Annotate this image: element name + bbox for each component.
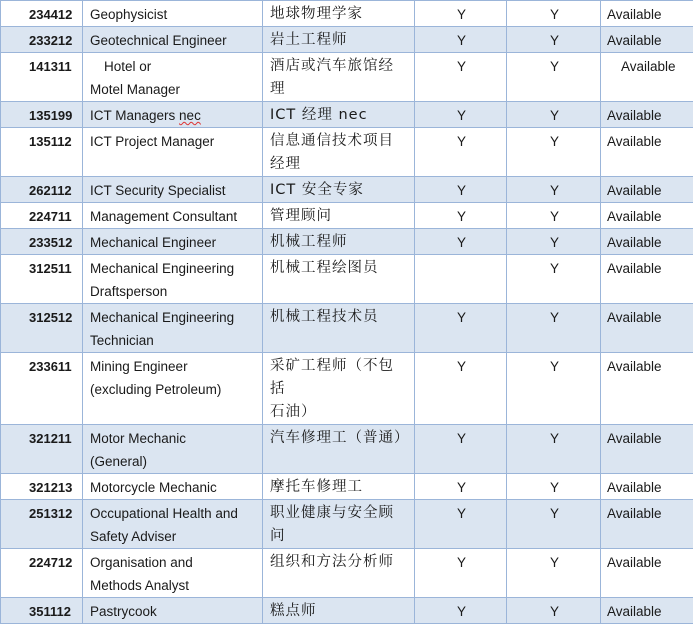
occupation-code-cell <box>1 598 83 624</box>
occupation-title-line1: Motor Mechanic <box>90 431 186 446</box>
occupation-title-cell <box>83 425 263 474</box>
occupation-code-cell <box>1 53 83 102</box>
flag-col4-cell <box>415 177 507 203</box>
occupation-code-cell <box>1 203 83 229</box>
chinese-title-cell <box>263 128 415 177</box>
status-cell <box>601 598 693 624</box>
occupation-title-line1: Mining Engineer <box>90 359 188 374</box>
chinese-title-cell <box>263 102 415 128</box>
flag-col5-cell <box>507 549 601 598</box>
chinese-title-cell <box>263 549 415 598</box>
status-cell <box>601 425 693 474</box>
occupation-code-cell <box>1 474 83 500</box>
chinese-title-line1: 管理顾问 <box>270 208 332 224</box>
occupation-title-line1: ICT Project Manager <box>90 134 214 149</box>
chinese-title-line1: ICT 经理 nec <box>270 107 368 123</box>
occupation-code: 351112 <box>29 604 71 619</box>
flag-col4: Y <box>457 431 466 446</box>
occupation-title-cell <box>83 177 263 203</box>
flag-col5: Y <box>550 310 559 325</box>
occupation-title-line1: Mechanical Engineering <box>90 261 234 276</box>
flag-col5: Y <box>550 431 559 446</box>
chinese-title-cell <box>263 1 415 27</box>
occupation-title-cell <box>83 255 263 304</box>
status-text: Available <box>607 480 662 495</box>
occupation-title-cell <box>83 229 263 255</box>
status-cell <box>601 549 693 598</box>
occupation-title-line2: (General) <box>90 454 147 469</box>
occupation-title-line1: Organisation and <box>90 555 193 570</box>
status-text: Available <box>607 134 662 149</box>
table-row <box>1 598 693 624</box>
occupation-title-line1: Motorcycle Mechanic <box>90 480 217 495</box>
occupation-table-body <box>1 1 693 624</box>
status-text: Available <box>607 310 662 325</box>
flag-col5-cell <box>507 598 601 624</box>
chinese-title-line1: 职业健康与安全顾 <box>270 505 394 521</box>
flag-col4: Y <box>457 604 466 619</box>
occupation-code-cell <box>1 27 83 53</box>
occupation-code-cell <box>1 1 83 27</box>
flag-col4-cell <box>415 474 507 500</box>
occupation-title-line1: Management Consultant <box>90 209 237 224</box>
flag-col5-cell <box>507 1 601 27</box>
occupation-title-cell <box>83 27 263 53</box>
occupation-title-text: ICT Managers <box>90 108 179 123</box>
occupation-title-line2: Motel Manager <box>90 82 180 97</box>
flag-col4: Y <box>457 310 466 325</box>
chinese-title-cell <box>263 304 415 353</box>
chinese-title-cell <box>263 53 415 102</box>
status-cell <box>601 304 693 353</box>
occupation-code: 224712 <box>29 555 72 570</box>
occupation-code: 262112 <box>29 183 72 198</box>
table-row <box>1 500 693 549</box>
table-row <box>1 53 693 102</box>
status-cell <box>601 128 693 177</box>
flag-col4-cell <box>415 425 507 474</box>
status-cell <box>601 353 693 425</box>
status-text: Available <box>607 108 662 123</box>
flag-col4-cell <box>415 102 507 128</box>
occupation-code: 224711 <box>29 209 72 224</box>
occupation-title-line1: Geophysicist <box>90 7 167 22</box>
status-text: Available <box>607 209 662 224</box>
occupation-code-cell <box>1 425 83 474</box>
flag-col5-cell <box>507 353 601 425</box>
flag-col5-cell <box>507 53 601 102</box>
occupation-code-cell <box>1 304 83 353</box>
flag-col5: Y <box>550 480 559 495</box>
status-cell <box>601 229 693 255</box>
flag-col5: Y <box>550 604 559 619</box>
occupation-code-cell <box>1 549 83 598</box>
chinese-title-line1: 地球物理学家 <box>270 6 363 22</box>
occupation-title-line2: Methods Analyst <box>90 578 189 593</box>
status-cell <box>601 474 693 500</box>
occupation-code: 251312 <box>29 506 72 521</box>
spellcheck-underline: nec <box>179 108 201 123</box>
table-row <box>1 304 693 353</box>
table-row <box>1 549 693 598</box>
chinese-title-line1: 岩土工程师 <box>270 32 348 48</box>
status-cell <box>601 27 693 53</box>
occupation-title-line2: Draftsperson <box>90 284 167 299</box>
flag-col4: Y <box>457 359 466 374</box>
chinese-title-cell <box>263 203 415 229</box>
occupation-title-line1: Mechanical Engineering <box>90 310 234 325</box>
status-cell <box>601 203 693 229</box>
flag-col4: Y <box>457 235 466 250</box>
flag-col5-cell <box>507 102 601 128</box>
chinese-title-line2: 经理 <box>270 156 301 172</box>
flag-col4: Y <box>457 183 466 198</box>
flag-col5: Y <box>550 134 559 149</box>
status-text: Available <box>607 33 662 48</box>
flag-col4: Y <box>457 33 466 48</box>
flag-col5-cell <box>507 229 601 255</box>
flag-col5: Y <box>550 235 559 250</box>
flag-col5: Y <box>550 506 559 521</box>
occupation-title-cell <box>83 53 263 102</box>
chinese-title-line1: 汽车修理工（普通） <box>270 430 410 446</box>
occupation-code-cell <box>1 353 83 425</box>
status-text: Available <box>607 506 662 521</box>
chinese-title-line1: 组织和方法分析师 <box>270 554 394 570</box>
flag-col5: Y <box>550 555 559 570</box>
occupation-title-cell <box>83 500 263 549</box>
table-row <box>1 102 693 128</box>
flag-col5-cell <box>507 255 601 304</box>
flag-col5-cell <box>507 177 601 203</box>
status-text: Available <box>607 59 676 74</box>
chinese-title-cell <box>263 353 415 425</box>
table-row <box>1 474 693 500</box>
chinese-title-cell <box>263 255 415 304</box>
occupation-code-cell <box>1 255 83 304</box>
flag-col5-cell <box>507 128 601 177</box>
chinese-title-cell <box>263 229 415 255</box>
flag-col4: Y <box>457 209 466 224</box>
occupation-title-cell <box>83 102 263 128</box>
occupation-title-cell <box>83 474 263 500</box>
occupation-title-cell <box>83 1 263 27</box>
flag-col5-cell <box>507 304 601 353</box>
status-cell <box>601 53 693 102</box>
status-text: Available <box>607 555 662 570</box>
flag-col4-cell <box>415 53 507 102</box>
occupation-title-line2: Technician <box>90 333 154 348</box>
status-cell <box>601 500 693 549</box>
table-row <box>1 177 693 203</box>
occupation-code: 312511 <box>29 261 72 276</box>
table-row <box>1 229 693 255</box>
chinese-title-line1: 摩托车修理工 <box>270 479 363 495</box>
chinese-title-cell <box>263 598 415 624</box>
status-text: Available <box>607 359 662 374</box>
occupation-code: 233611 <box>29 359 72 374</box>
occupation-code: 135199 <box>29 108 72 123</box>
occupation-code: 233512 <box>29 235 72 250</box>
flag-col4-cell <box>415 304 507 353</box>
chinese-title-cell <box>263 177 415 203</box>
status-text: Available <box>607 604 662 619</box>
flag-col5-cell <box>507 425 601 474</box>
occupation-code: 135112 <box>29 134 72 149</box>
flag-col4: Y <box>457 555 466 570</box>
occupation-title-line1: Mechanical Engineer <box>90 235 216 250</box>
flag-col5: Y <box>550 209 559 224</box>
status-cell <box>601 177 693 203</box>
chinese-title-cell <box>263 27 415 53</box>
table-row <box>1 425 693 474</box>
status-text: Available <box>607 183 662 198</box>
chinese-title-cell <box>263 474 415 500</box>
occupation-title-line1: Pastrycook <box>90 604 157 619</box>
occupation-code-cell <box>1 229 83 255</box>
chinese-title-line1: 信息通信技术项目 <box>270 133 394 149</box>
flag-col4-cell <box>415 1 507 27</box>
status-text: Available <box>607 235 662 250</box>
flag-col4-cell <box>415 229 507 255</box>
table-row <box>1 27 693 53</box>
occupation-title-cell <box>83 128 263 177</box>
chinese-title-line1: ICT 安全专家 <box>270 182 364 198</box>
flag-col5: Y <box>550 7 559 22</box>
flag-col4: Y <box>457 108 466 123</box>
status-text: Available <box>607 7 662 22</box>
flag-col4-cell <box>415 549 507 598</box>
occupation-title-cell <box>83 598 263 624</box>
flag-col5: Y <box>550 359 559 374</box>
occupation-title-line1 <box>90 108 201 123</box>
occupation-title-cell <box>83 304 263 353</box>
occupation-title-line1: Geotechnical Engineer <box>90 33 227 48</box>
status-cell <box>601 1 693 27</box>
flag-col4-cell <box>415 353 507 425</box>
flag-col5: Y <box>550 261 559 276</box>
chinese-title-line1: 采矿工程师（不包括 <box>270 358 394 397</box>
flag-col5: Y <box>550 33 559 48</box>
flag-col5: Y <box>550 183 559 198</box>
chinese-title-cell <box>263 425 415 474</box>
chinese-title-line1: 机械工程绘图员 <box>270 260 379 276</box>
occupation-title-line1: Occupational Health and <box>90 506 238 521</box>
table-row <box>1 128 693 177</box>
flag-col4: Y <box>457 134 466 149</box>
table-row <box>1 255 693 304</box>
table-row <box>1 353 693 425</box>
flag-col4: Y <box>457 480 466 495</box>
occupation-code: 141311 <box>29 59 72 74</box>
flag-col5-cell <box>507 500 601 549</box>
flag-col4: Y <box>457 506 466 521</box>
occupation-code-cell <box>1 102 83 128</box>
occupation-code: 234412 <box>29 7 72 22</box>
occupation-title-line1: ICT Security Specialist <box>90 183 226 198</box>
chinese-title-line2: 石油） <box>270 404 317 420</box>
status-text: Available <box>607 431 662 446</box>
chinese-title-line1: 机械工程技术员 <box>270 309 379 325</box>
occupation-title-cell <box>83 549 263 598</box>
occupation-title-line2: (excluding Petroleum) <box>90 382 221 397</box>
occupation-code-cell <box>1 128 83 177</box>
status-cell <box>601 102 693 128</box>
occupation-code: 321211 <box>29 431 72 446</box>
status-cell <box>601 255 693 304</box>
flag-col4-cell <box>415 255 507 304</box>
table-row <box>1 1 693 27</box>
flag-col5-cell <box>507 203 601 229</box>
occupation-code: 233212 <box>29 33 72 48</box>
status-text: Available <box>607 261 662 276</box>
occupation-title-cell <box>83 203 263 229</box>
chinese-title-line1: 糕点师 <box>270 603 317 619</box>
chinese-title-cell <box>263 500 415 549</box>
flag-col5-cell <box>507 474 601 500</box>
occupation-code-cell <box>1 177 83 203</box>
chinese-title-line2: 问 <box>270 528 286 544</box>
chinese-title-line2: 理 <box>270 81 286 97</box>
occupation-code: 321213 <box>29 480 72 495</box>
chinese-title-line1: 机械工程师 <box>270 234 348 250</box>
occupation-code: 312512 <box>29 310 72 325</box>
flag-col4-cell <box>415 500 507 549</box>
flag-col5: Y <box>550 108 559 123</box>
flag-col4-cell <box>415 598 507 624</box>
chinese-title-line1: 酒店或汽车旅馆经 <box>270 58 394 74</box>
table-row <box>1 203 693 229</box>
flag-col4: Y <box>457 7 466 22</box>
occupation-code-cell <box>1 500 83 549</box>
flag-col5-cell <box>507 27 601 53</box>
flag-col4-cell <box>415 203 507 229</box>
occupation-title-cell <box>83 353 263 425</box>
occupation-title-line2: Safety Adviser <box>90 529 176 544</box>
flag-col5: Y <box>550 59 559 74</box>
flag-col4: Y <box>457 59 466 74</box>
occupation-title-line1: Hotel or <box>90 59 151 74</box>
flag-col4-cell <box>415 128 507 177</box>
flag-col4-cell <box>415 27 507 53</box>
